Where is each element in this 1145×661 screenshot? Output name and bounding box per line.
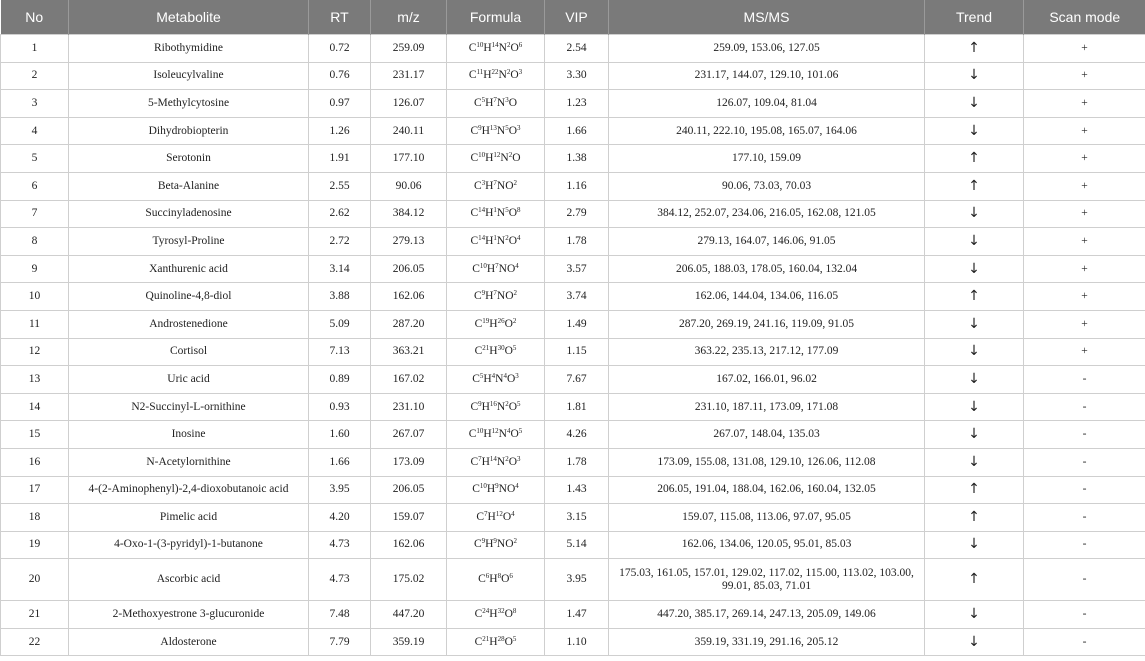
cell-mz: 159.07 bbox=[371, 504, 447, 532]
cell-trend: ↑ bbox=[925, 476, 1024, 504]
cell-formula: $C^{11}H^{22}N^2O^3$ bbox=[447, 62, 545, 90]
table-row bbox=[1, 310, 1145, 338]
cell-mz: 359.19 bbox=[371, 628, 447, 656]
cell-msms: 279.13, 164.07, 146.06, 91.05 bbox=[609, 228, 925, 256]
cell-metabolite: 4-(2-Aminophenyl)-2,4-dioxobutanoic acid bbox=[69, 476, 309, 504]
cell-scan-mode: - bbox=[1024, 448, 1145, 476]
cell-rt: 7.79 bbox=[309, 628, 371, 656]
cell-formula: $C^9H^{13}N^5O^3$ bbox=[447, 117, 545, 145]
cell-msms: 267.07, 148.04, 135.03 bbox=[609, 421, 925, 449]
cell-formula: $C^{10}H^{12}N^4O^5$ bbox=[447, 421, 545, 449]
header-rt: RT bbox=[309, 0, 371, 35]
cell-metabolite: 2-Methoxyestrone 3-glucuronide bbox=[69, 601, 309, 629]
cell-trend: ↓ bbox=[925, 628, 1024, 656]
cell-formula: $C^9H^7NO^2$ bbox=[447, 283, 545, 311]
cell-no: 2 bbox=[1, 62, 69, 90]
cell-scan-mode: + bbox=[1024, 90, 1145, 118]
cell-scan-mode: - bbox=[1024, 531, 1145, 559]
cell-metabolite: Quinoline-4,8-diol bbox=[69, 283, 309, 311]
cell-no: 18 bbox=[1, 504, 69, 532]
cell-mz: 231.17 bbox=[371, 62, 447, 90]
cell-trend: ↑ bbox=[925, 172, 1024, 200]
table-row bbox=[1, 448, 1145, 476]
cell-vip: 1.81 bbox=[545, 393, 609, 421]
cell-trend: ↓ bbox=[925, 228, 1024, 256]
table-row bbox=[1, 62, 1145, 90]
table-row bbox=[1, 200, 1145, 228]
cell-formula: $C^{10}H^9NO^4$ bbox=[447, 476, 545, 504]
cell-metabolite: Aldosterone bbox=[69, 628, 309, 656]
cell-mz: 162.06 bbox=[371, 283, 447, 311]
cell-msms: 90.06, 73.03, 70.03 bbox=[609, 172, 925, 200]
cell-trend: ↓ bbox=[925, 601, 1024, 629]
cell-vip: 1.10 bbox=[545, 628, 609, 656]
cell-mz: 240.11 bbox=[371, 117, 447, 145]
cell-metabolite: 5-Methylcytosine bbox=[69, 90, 309, 118]
cell-trend: ↓ bbox=[925, 255, 1024, 283]
cell-vip: 4.26 bbox=[545, 421, 609, 449]
cell-vip: 1.16 bbox=[545, 172, 609, 200]
cell-formula: $C^3H^7NO^2$ bbox=[447, 172, 545, 200]
cell-metabolite: Beta-Alanine bbox=[69, 172, 309, 200]
cell-mz: 162.06 bbox=[371, 531, 447, 559]
cell-metabolite: Uric acid bbox=[69, 366, 309, 394]
table-row bbox=[1, 283, 1145, 311]
cell-vip: 2.54 bbox=[545, 35, 609, 63]
cell-trend: ↓ bbox=[925, 117, 1024, 145]
cell-no: 3 bbox=[1, 90, 69, 118]
cell-mz: 173.09 bbox=[371, 448, 447, 476]
cell-metabolite: N2-Succinyl-L-ornithine bbox=[69, 393, 309, 421]
cell-mz: 206.05 bbox=[371, 476, 447, 504]
cell-scan-mode: - bbox=[1024, 504, 1145, 532]
cell-msms: 231.17, 144.07, 129.10, 101.06 bbox=[609, 62, 925, 90]
cell-msms: 206.05, 191.04, 188.04, 162.06, 160.04, 132.05 bbox=[609, 476, 925, 504]
cell-metabolite: Pimelic acid bbox=[69, 504, 309, 532]
cell-vip: 1.47 bbox=[545, 601, 609, 629]
table-row bbox=[1, 366, 1145, 394]
table-row bbox=[1, 628, 1145, 656]
cell-rt: 2.55 bbox=[309, 172, 371, 200]
cell-scan-mode: + bbox=[1024, 35, 1145, 63]
cell-no: 22 bbox=[1, 628, 69, 656]
cell-vip: 1.15 bbox=[545, 338, 609, 366]
cell-formula: $C^{10}H^7NO^4$ bbox=[447, 255, 545, 283]
table-row bbox=[1, 476, 1145, 504]
cell-rt: 0.97 bbox=[309, 90, 371, 118]
cell-no: 20 bbox=[1, 559, 69, 601]
cell-msms: 447.20, 385.17, 269.14, 247.13, 205.09, 149.06 bbox=[609, 601, 925, 629]
cell-scan-mode: + bbox=[1024, 200, 1145, 228]
cell-rt: 1.66 bbox=[309, 448, 371, 476]
cell-scan-mode: + bbox=[1024, 283, 1145, 311]
cell-scan-mode: + bbox=[1024, 145, 1145, 173]
cell-no: 10 bbox=[1, 283, 69, 311]
cell-trend: ↓ bbox=[925, 310, 1024, 338]
cell-msms: 206.05, 188.03, 178.05, 160.04, 132.04 bbox=[609, 255, 925, 283]
table-row bbox=[1, 117, 1145, 145]
cell-rt: 7.13 bbox=[309, 338, 371, 366]
cell-metabolite: Tyrosyl-Proline bbox=[69, 228, 309, 256]
table-row bbox=[1, 338, 1145, 366]
cell-vip: 1.78 bbox=[545, 448, 609, 476]
cell-mz: 90.06 bbox=[371, 172, 447, 200]
cell-no: 5 bbox=[1, 145, 69, 173]
cell-scan-mode: + bbox=[1024, 338, 1145, 366]
cell-vip: 1.66 bbox=[545, 117, 609, 145]
cell-formula: $C^{21}H^{30}O^5$ bbox=[447, 338, 545, 366]
cell-formula: $C^7H^{12}O^4$ bbox=[447, 504, 545, 532]
cell-metabolite: 4-Oxo-1-(3-pyridyl)-1-butanone bbox=[69, 531, 309, 559]
header-mz: m/z bbox=[371, 0, 447, 35]
table-header-row bbox=[1, 0, 1145, 35]
cell-formula: $C^{14}H^1N^2O^4$ bbox=[447, 228, 545, 256]
cell-vip: 1.23 bbox=[545, 90, 609, 118]
cell-trend: ↓ bbox=[925, 366, 1024, 394]
cell-rt: 1.91 bbox=[309, 145, 371, 173]
cell-scan-mode: - bbox=[1024, 421, 1145, 449]
cell-no: 13 bbox=[1, 366, 69, 394]
cell-rt: 2.62 bbox=[309, 200, 371, 228]
cell-no: 17 bbox=[1, 476, 69, 504]
cell-no: 12 bbox=[1, 338, 69, 366]
cell-rt: 1.26 bbox=[309, 117, 371, 145]
cell-msms: 363.22, 235.13, 217.12, 177.09 bbox=[609, 338, 925, 366]
header-scan-mode: Scan mode bbox=[1024, 0, 1145, 35]
cell-formula: $C^{21}H^{28}O^5$ bbox=[447, 628, 545, 656]
cell-formula: $C^{10}H^{14}N^2O^6$ bbox=[447, 35, 545, 63]
table-row bbox=[1, 601, 1145, 629]
cell-no: 14 bbox=[1, 393, 69, 421]
cell-msms: 167.02, 166.01, 96.02 bbox=[609, 366, 925, 394]
table-row bbox=[1, 172, 1145, 200]
table-row bbox=[1, 228, 1145, 256]
cell-no: 4 bbox=[1, 117, 69, 145]
cell-vip: 3.30 bbox=[545, 62, 609, 90]
cell-formula: $C^6H^8O^6$ bbox=[447, 559, 545, 601]
cell-trend: ↓ bbox=[925, 421, 1024, 449]
cell-rt: 0.93 bbox=[309, 393, 371, 421]
cell-trend: ↑ bbox=[925, 504, 1024, 532]
cell-mz: 363.21 bbox=[371, 338, 447, 366]
cell-scan-mode: - bbox=[1024, 366, 1145, 394]
cell-vip: 1.78 bbox=[545, 228, 609, 256]
cell-metabolite: Serotonin bbox=[69, 145, 309, 173]
cell-rt: 4.73 bbox=[309, 559, 371, 601]
cell-rt: 2.72 bbox=[309, 228, 371, 256]
cell-metabolite: Dihydrobiopterin bbox=[69, 117, 309, 145]
cell-formula: $C^{19}H^{26}O^2$ bbox=[447, 310, 545, 338]
cell-rt: 0.89 bbox=[309, 366, 371, 394]
table-row bbox=[1, 393, 1145, 421]
cell-mz: 167.02 bbox=[371, 366, 447, 394]
cell-trend: ↑ bbox=[925, 559, 1024, 601]
cell-metabolite: Isoleucylvaline bbox=[69, 62, 309, 90]
cell-no: 16 bbox=[1, 448, 69, 476]
cell-mz: 267.07 bbox=[371, 421, 447, 449]
cell-scan-mode: - bbox=[1024, 393, 1145, 421]
cell-mz: 259.09 bbox=[371, 35, 447, 63]
cell-msms: 384.12, 252.07, 234.06, 216.05, 162.08, 121.05 bbox=[609, 200, 925, 228]
cell-scan-mode: - bbox=[1024, 559, 1145, 601]
cell-trend: ↑ bbox=[925, 35, 1024, 63]
cell-trend: ↓ bbox=[925, 393, 1024, 421]
cell-trend: ↑ bbox=[925, 283, 1024, 311]
cell-metabolite: Xanthurenic acid bbox=[69, 255, 309, 283]
cell-metabolite: Androstenedione bbox=[69, 310, 309, 338]
cell-rt: 4.73 bbox=[309, 531, 371, 559]
cell-vip: 3.74 bbox=[545, 283, 609, 311]
header-vip: VIP bbox=[545, 0, 609, 35]
cell-scan-mode: + bbox=[1024, 228, 1145, 256]
cell-metabolite: Inosine bbox=[69, 421, 309, 449]
cell-scan-mode: + bbox=[1024, 117, 1145, 145]
cell-rt: 5.09 bbox=[309, 310, 371, 338]
header-metabolite: Metabolite bbox=[69, 0, 309, 35]
header-msms: MS/MS bbox=[609, 0, 925, 35]
cell-trend: ↑ bbox=[925, 145, 1024, 173]
cell-rt: 0.72 bbox=[309, 35, 371, 63]
cell-scan-mode: + bbox=[1024, 310, 1145, 338]
cell-vip: 3.15 bbox=[545, 504, 609, 532]
cell-vip: 1.49 bbox=[545, 310, 609, 338]
cell-mz: 279.13 bbox=[371, 228, 447, 256]
cell-vip: 2.79 bbox=[545, 200, 609, 228]
cell-formula: $C^9H^{16}N^2O^5$ bbox=[447, 393, 545, 421]
table-row bbox=[1, 255, 1145, 283]
cell-vip: 7.67 bbox=[545, 366, 609, 394]
cell-mz: 126.07 bbox=[371, 90, 447, 118]
cell-trend: ↓ bbox=[925, 200, 1024, 228]
cell-formula: $C^7H^{14}N^2O^3$ bbox=[447, 448, 545, 476]
cell-scan-mode: - bbox=[1024, 628, 1145, 656]
cell-vip: 1.38 bbox=[545, 145, 609, 173]
cell-msms: 240.11, 222.10, 195.08, 165.07, 164.06 bbox=[609, 117, 925, 145]
cell-metabolite: Ascorbic acid bbox=[69, 559, 309, 601]
cell-no: 8 bbox=[1, 228, 69, 256]
cell-vip: 3.57 bbox=[545, 255, 609, 283]
cell-msms: 173.09, 155.08, 131.08, 129.10, 126.06, 112.08 bbox=[609, 448, 925, 476]
cell-mz: 206.05 bbox=[371, 255, 447, 283]
cell-formula: $C^5H^4N^4O^3$ bbox=[447, 366, 545, 394]
cell-msms: 287.20, 269.19, 241.16, 119.09, 91.05 bbox=[609, 310, 925, 338]
table-row bbox=[1, 421, 1145, 449]
table-row bbox=[1, 35, 1145, 63]
cell-mz: 231.10 bbox=[371, 393, 447, 421]
cell-scan-mode: - bbox=[1024, 601, 1145, 629]
header-trend: Trend bbox=[925, 0, 1024, 35]
cell-trend: ↓ bbox=[925, 448, 1024, 476]
cell-rt: 7.48 bbox=[309, 601, 371, 629]
cell-mz: 384.12 bbox=[371, 200, 447, 228]
cell-no: 21 bbox=[1, 601, 69, 629]
cell-trend: ↓ bbox=[925, 338, 1024, 366]
cell-no: 15 bbox=[1, 421, 69, 449]
cell-rt: 1.60 bbox=[309, 421, 371, 449]
table-row bbox=[1, 531, 1145, 559]
cell-metabolite: Cortisol bbox=[69, 338, 309, 366]
cell-vip: 1.43 bbox=[545, 476, 609, 504]
cell-metabolite: Ribothymidine bbox=[69, 35, 309, 63]
cell-msms: 231.10, 187.11, 173.09, 171.08 bbox=[609, 393, 925, 421]
cell-rt: 0.76 bbox=[309, 62, 371, 90]
table-body bbox=[1, 35, 1145, 656]
cell-no: 19 bbox=[1, 531, 69, 559]
cell-mz: 287.20 bbox=[371, 310, 447, 338]
cell-rt: 4.20 bbox=[309, 504, 371, 532]
table-row bbox=[1, 145, 1145, 173]
cell-no: 6 bbox=[1, 172, 69, 200]
cell-metabolite: N-Acetylornithine bbox=[69, 448, 309, 476]
cell-msms: 162.06, 134.06, 120.05, 95.01, 85.03 bbox=[609, 531, 925, 559]
cell-msms: 162.06, 144.04, 134.06, 116.05 bbox=[609, 283, 925, 311]
cell-trend: ↓ bbox=[925, 531, 1024, 559]
cell-no: 11 bbox=[1, 310, 69, 338]
cell-rt: 3.14 bbox=[309, 255, 371, 283]
cell-vip: 3.95 bbox=[545, 559, 609, 601]
cell-msms: 177.10, 159.09 bbox=[609, 145, 925, 173]
cell-trend: ↓ bbox=[925, 90, 1024, 118]
cell-scan-mode: - bbox=[1024, 476, 1145, 504]
cell-scan-mode: + bbox=[1024, 255, 1145, 283]
cell-rt: 3.88 bbox=[309, 283, 371, 311]
cell-msms: 259.09, 153.06, 127.05 bbox=[609, 35, 925, 63]
cell-scan-mode: + bbox=[1024, 62, 1145, 90]
cell-no: 7 bbox=[1, 200, 69, 228]
cell-formula: $C^{10}H^{12}N^2O$ bbox=[447, 145, 545, 173]
cell-trend: ↓ bbox=[925, 62, 1024, 90]
cell-msms: 126.07, 109.04, 81.04 bbox=[609, 90, 925, 118]
cell-mz: 177.10 bbox=[371, 145, 447, 173]
cell-formula: $C^{24}H^{32}O^8$ bbox=[447, 601, 545, 629]
cell-no: 1 bbox=[1, 35, 69, 63]
cell-rt: 3.95 bbox=[309, 476, 371, 504]
cell-msms: 159.07, 115.08, 113.06, 97.07, 95.05 bbox=[609, 504, 925, 532]
cell-scan-mode: + bbox=[1024, 172, 1145, 200]
header-no: No bbox=[1, 0, 69, 35]
cell-metabolite: Succinyladenosine bbox=[69, 200, 309, 228]
cell-formula: $C^5H^7N^3O$ bbox=[447, 90, 545, 118]
table-row bbox=[1, 559, 1145, 601]
table-row bbox=[1, 504, 1145, 532]
header-formula: Formula bbox=[447, 0, 545, 35]
cell-vip: 5.14 bbox=[545, 531, 609, 559]
cell-msms: 175.03, 161.05, 157.01, 129.02, 117.02, 115.00, 113.02, 103.00, 99.01, 85.03, 71.01 bbox=[609, 559, 925, 601]
cell-formula: $C^9H^9NO^2$ bbox=[447, 531, 545, 559]
cell-mz: 175.02 bbox=[371, 559, 447, 601]
cell-msms: 359.19, 331.19, 291.16, 205.12 bbox=[609, 628, 925, 656]
cell-formula: $C^{14}H^1N^5O^8$ bbox=[447, 200, 545, 228]
table-row bbox=[1, 90, 1145, 118]
cell-no: 9 bbox=[1, 255, 69, 283]
cell-mz: 447.20 bbox=[371, 601, 447, 629]
